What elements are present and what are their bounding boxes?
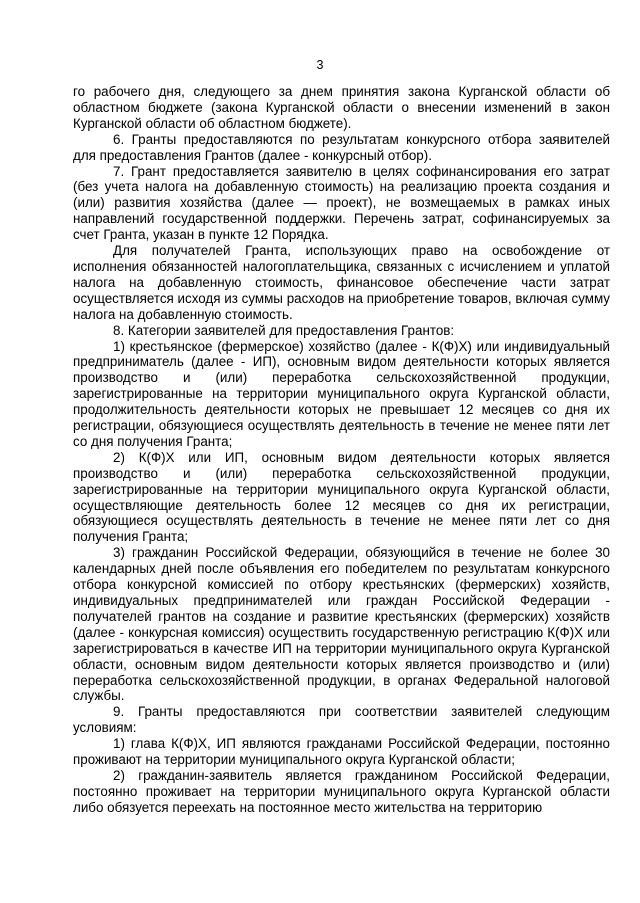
page-number: 3 [316, 58, 324, 72]
paragraph-item-6: 6. Гранты предоставляются по результатам конкурсного отбора заявителей для предоставления Грантов (далее - конкурсный отбор). [73, 131, 610, 163]
paragraph-item-7: 7. Грант предоставляется заявителю в целях софинансирования его затрат (без учета налога на добавленную стоимость) на реализацию проекта создания и (или) развития хозяйства (далее — проект), не возмещаемых в рамках иных направлений государственной поддержки. Перечень затрат, софинансируемых за счет Гранта, указан в пункте 12 Порядка. [73, 163, 610, 243]
paragraph-item-8-2: 2) К(Ф)Х или ИП, основным видом деятельности которых является производство и (или) переработка сельскохозяйственной продукции, зарегистрированные на территории муниципального округа Курганской области, осуществляющие деятельность более 12 месяцев со дня их регистрации, обязующиеся осуществлять деятельность в течение не менее пяти лет со дня получения Гранта; [73, 449, 610, 545]
paragraph-item-9-2: 2) гражданин-заявитель является гражданином Российской Федерации, постоянно проживает на территории муниципального округа Курганской области либо обязуется переехать на постоянное место жительства на территорию [73, 767, 610, 815]
paragraph-continuation: го рабочего дня, следующего за днем принятия закона Курганской области об областном бюджете (закона Курганской области о внесении изменений в закон Курганской области об областном бюджете). [73, 84, 610, 131]
paragraph-vat-note: Для получателей Гранта, использующих право на освобождение от исполнения обязанностей налогоплательщика, связанных с исчислением и уплатой налога на добавленную стоимость, финансовое обеспечение части затрат осуществляется исходя из суммы расходов на приобретение товаров, включая сумму налога на добавленную стоимость. [73, 243, 610, 322]
paragraph-item-9-1: 1) глава К(Ф)Х, ИП являются гражданами Российской Федерации, постоянно проживают на территории муниципального округа Курганской области; [73, 736, 610, 768]
paragraph-item-8-3: 3) гражданин Российской Федерации, обязующийся в течение не более 30 календарных дней после объявления его победителем по результатам конкурсного отбора конкурсной комиссией по отбору крестьянских (фермерских) хозяйств, индивидуальных предпринимателей или граждан Российской Федерации - получателей грантов на создание и развитие крестьянских (фермерских) хозяйств (далее - конкурсная комиссия) осуществить государственную регистрацию К(Ф)Х или зарегистрироваться в качестве ИП на территории муниципального округа Курганской области, основным видом деятельности которых является производство и (или) переработка сельскохозяйственной продукции, в органах Федеральной налоговой службы. [73, 545, 610, 704]
paragraph-item-8-1: 1) крестьянское (фермерское) хозяйство (далее - К(Ф)Х) или индивидуальный предприниматель (далее - ИП), основным видом деятельности которых является производство и (или) переработка сельскохозяйственной продукции, зарегистрированные на территории муниципального округа Курганской области, продолжительность деятельности которых не превышает 12 месяцев со дня их регистрации, обязующиеся осуществлять деятельность в течение не менее пяти лет со дня получения Гранта; [73, 338, 610, 449]
document-body [73, 84, 610, 816]
paragraph-item-9: 9. Гранты предоставляются при соответствии заявителей следующим условиям: [73, 704, 610, 736]
paragraph-item-8: 8. Категории заявителей для предоставления Грантов: [113, 322, 455, 338]
